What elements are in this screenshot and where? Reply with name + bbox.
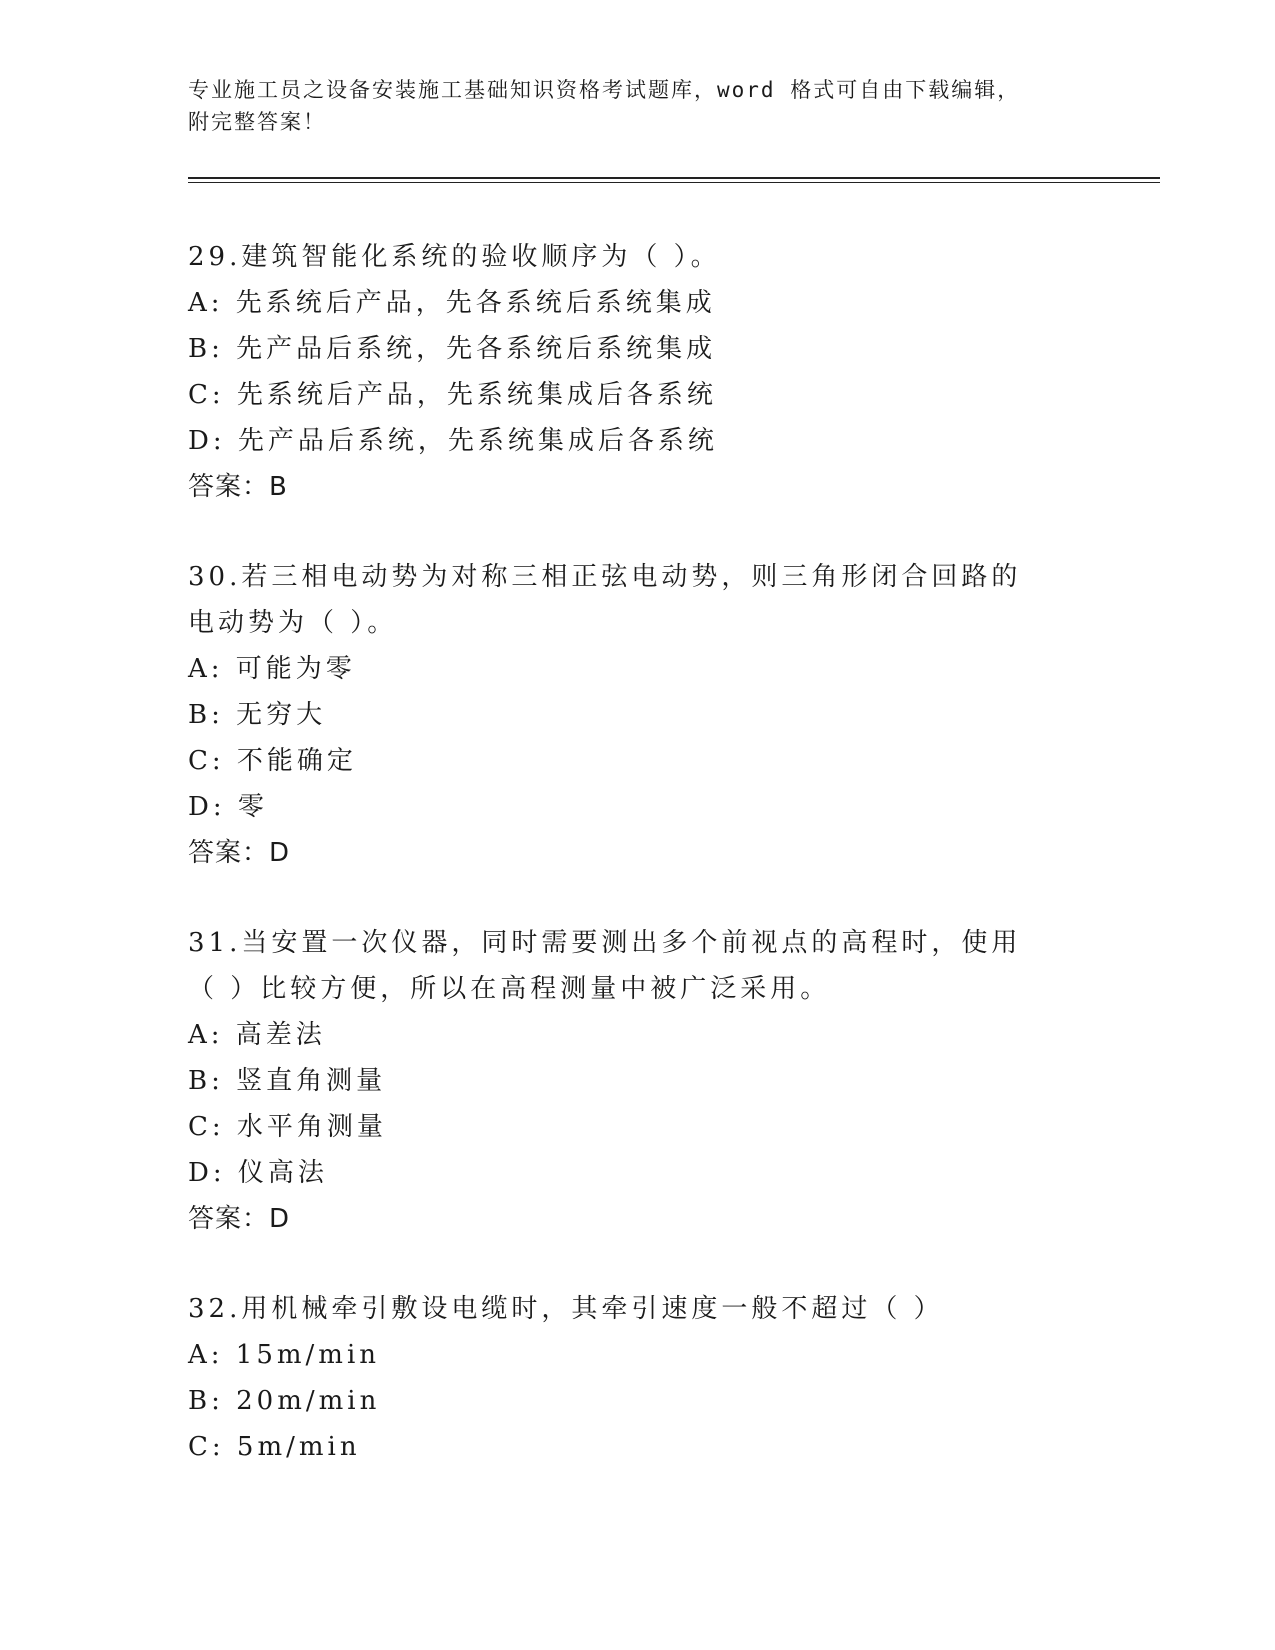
document-header bbox=[188, 74, 1068, 138]
question-stem: 31.当安置一次仪器，同时需要测出多个前视点的高程时，使用（ ）比较方便，所以在高程测量中被广泛采用。 bbox=[188, 928, 1022, 1004]
header-divider-thin bbox=[188, 182, 1160, 183]
answer-line: 答案：D bbox=[188, 838, 291, 868]
option-b: B: 20m/min bbox=[188, 1386, 381, 1416]
option-b: B: 无穷大 bbox=[188, 700, 327, 730]
option-a: A: 高差法 bbox=[188, 1020, 326, 1050]
answer-line: 答案：D bbox=[188, 1204, 291, 1234]
header-divider-thick bbox=[188, 177, 1160, 179]
answer-line: 答案：B bbox=[188, 472, 288, 502]
question-stem: 29.建筑智能化系统的验收顺序为（ ）。 bbox=[188, 242, 721, 272]
option-d: D: 仪高法 bbox=[188, 1158, 328, 1188]
question-stem: 30.若三相电动势为对称三相正弦电动势，则三角形闭合回路的电动势为（ ）。 bbox=[188, 562, 1022, 638]
option-c: C: 先系统后产品，先系统集成后各系统 bbox=[188, 380, 717, 410]
option-d: D: 零 bbox=[188, 792, 268, 822]
option-c: C: 水平角测量 bbox=[188, 1112, 387, 1142]
option-a: A: 15m/min bbox=[188, 1340, 381, 1370]
question-32 bbox=[188, 1286, 1088, 1470]
option-b: B: 竖直角测量 bbox=[188, 1066, 387, 1096]
header-line-1: 专业施工员之设备安装施工基础知识资格考试题库，word 格式可自由下载编辑， bbox=[188, 78, 1021, 102]
option-b: B: 先产品后系统，先各系统后系统集成 bbox=[188, 334, 717, 364]
option-a: A: 可能为零 bbox=[188, 654, 356, 684]
option-c: C: 5m/min bbox=[188, 1432, 361, 1462]
question-31 bbox=[188, 920, 1048, 1242]
option-d: D: 先产品后系统，先系统集成后各系统 bbox=[188, 426, 718, 456]
option-c: C: 不能确定 bbox=[188, 746, 357, 776]
header-line-2: 附完整答案！ bbox=[188, 110, 326, 134]
option-a: A: 先系统后产品，先各系统后系统集成 bbox=[188, 288, 716, 318]
question-30 bbox=[188, 554, 1048, 876]
question-stem: 32.用机械牵引敷设电缆时，其牵引速度一般不超过（ ） bbox=[188, 1294, 944, 1324]
question-29 bbox=[188, 234, 1088, 510]
